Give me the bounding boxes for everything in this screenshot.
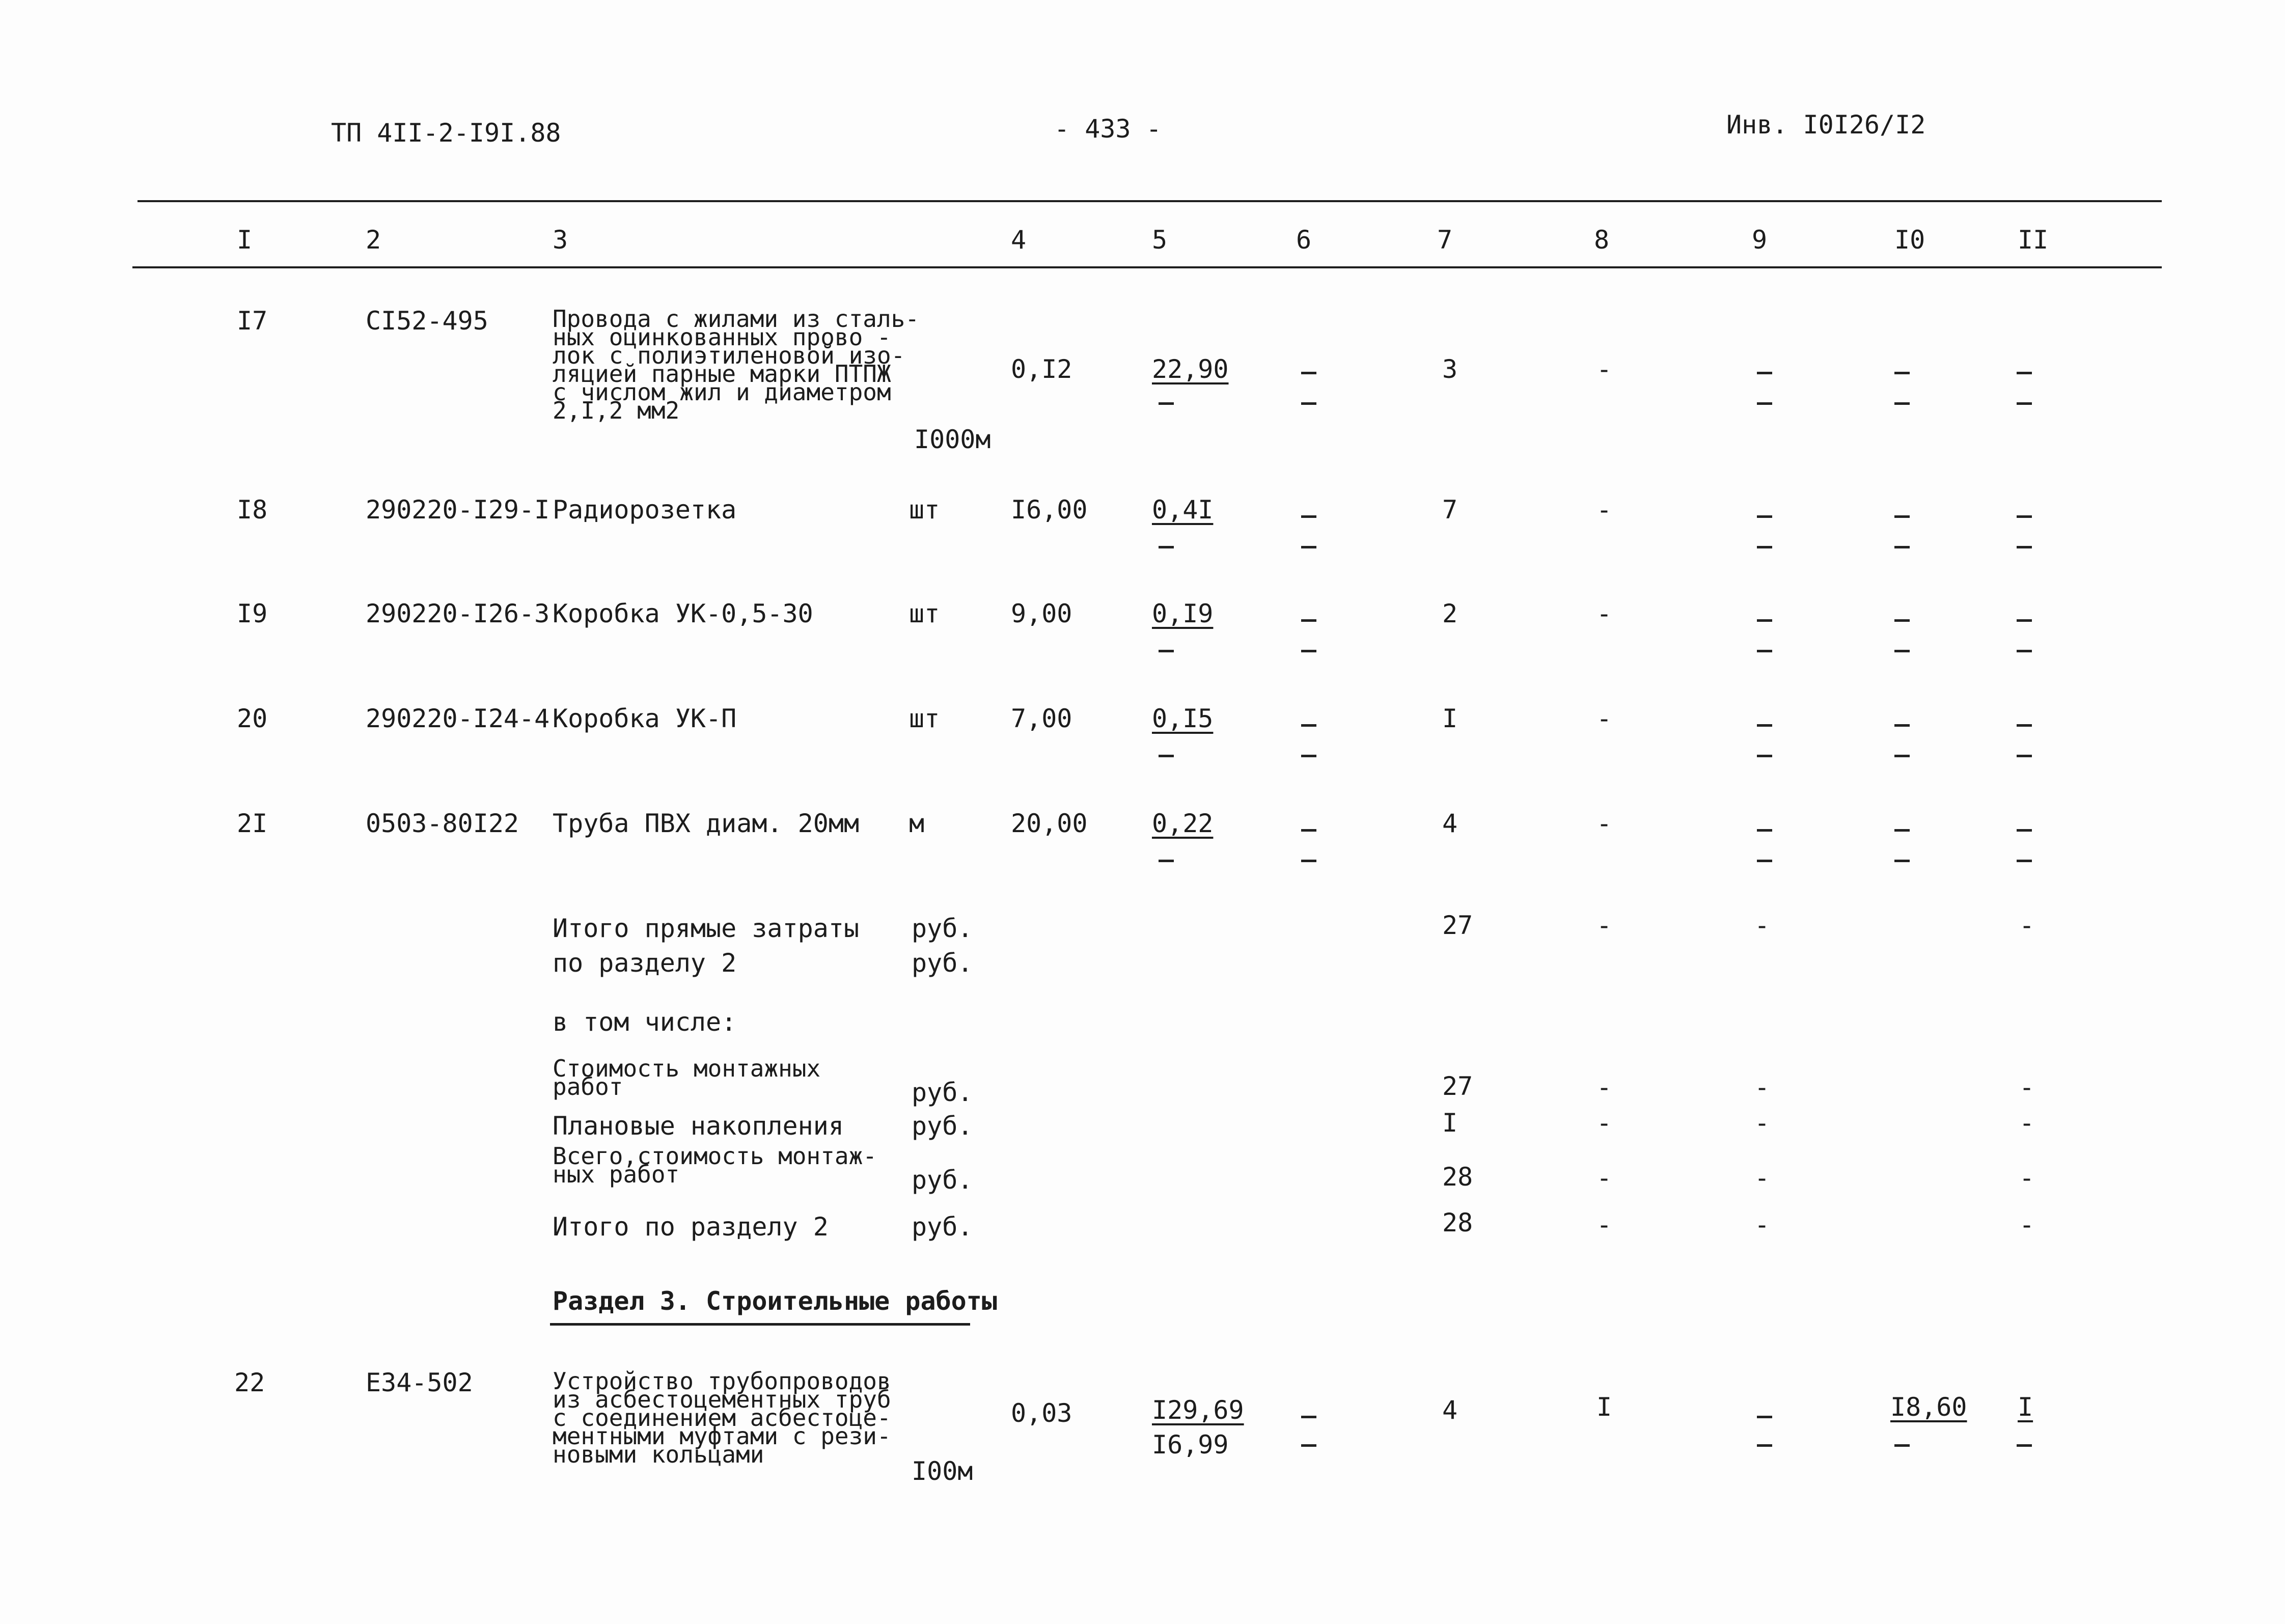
total-installation-value: 28 xyxy=(1442,1162,1473,1192)
col-header-11: II xyxy=(2018,225,2049,255)
col8-dash: - xyxy=(1596,1163,1612,1193)
row-col11: I xyxy=(2018,1392,2033,1422)
col-header-3: 3 xyxy=(553,225,568,255)
row-code: 290220-I26-3 xyxy=(366,599,550,628)
col-header-2: 2 xyxy=(366,225,381,255)
row-description: Радиорозетка xyxy=(553,495,737,525)
col11-dash: - xyxy=(2019,1108,2035,1138)
row-col8: - xyxy=(1596,495,1612,525)
col8-dash: - xyxy=(1596,1108,1612,1138)
total-installation-label: Всего,стоимость монтаж- ных работ xyxy=(553,1142,877,1188)
row-col7: 4 xyxy=(1442,1395,1458,1425)
row-description: Устройство трубопроводов из асбестоцементных труб с соединением асбестоце- ментными муфтами с рези- новыми кольцами xyxy=(553,1367,891,1468)
col-header-8: 8 xyxy=(1594,225,1610,255)
row-number: I7 xyxy=(237,306,268,336)
col9-dash: - xyxy=(1754,1072,1770,1102)
col8-dash: - xyxy=(1596,1210,1612,1240)
table-header-rule xyxy=(132,266,2162,268)
row-col8: - xyxy=(1596,704,1612,733)
row-col7: 2 xyxy=(1442,599,1458,628)
row-code: 0503-80I22 xyxy=(366,809,519,838)
row-quantity: 20,00 xyxy=(1011,809,1088,838)
row-quantity: I6,00 xyxy=(1011,495,1088,525)
row-code: 290220-I29-I xyxy=(366,495,550,525)
total-installation-unit: руб. xyxy=(912,1165,973,1195)
row-description: Коробка УК-0,5-30 xyxy=(553,599,813,628)
row-description: Коробка УК-П xyxy=(553,704,737,733)
col-header-9: 9 xyxy=(1752,225,1768,255)
section-total-unit: руб. xyxy=(912,1212,973,1242)
col-header-6: 6 xyxy=(1296,225,1312,255)
row-col7: 3 xyxy=(1442,354,1458,384)
col9-dash: - xyxy=(1754,1210,1770,1240)
section-3-title: Раздел 3. Строительные работы xyxy=(553,1286,997,1316)
col11-dash: - xyxy=(2019,1072,2035,1102)
row-price-top: I29,69 xyxy=(1152,1395,1244,1425)
table-top-rule xyxy=(137,200,2162,202)
row-unit: шт xyxy=(909,704,940,733)
installation-value: 27 xyxy=(1442,1071,1473,1101)
col11-dash: - xyxy=(2019,1210,2035,1240)
row-col7: 7 xyxy=(1442,495,1458,525)
row-number: I8 xyxy=(237,495,268,525)
row-number: 20 xyxy=(237,704,268,733)
row-quantity: 0,03 xyxy=(1011,1398,1072,1428)
installation-label: Стоимость монтажных работ xyxy=(553,1055,821,1100)
col-header-4: 4 xyxy=(1011,225,1027,255)
row-col7: 4 xyxy=(1442,809,1458,838)
row-unit: I00м xyxy=(912,1456,973,1486)
planned-savings-unit: руб. xyxy=(912,1111,973,1141)
section-total-value: 28 xyxy=(1442,1208,1473,1237)
row-description: Провода с жилами из сталь- ных оцинкованных прово - лок с полиэтиленовой изо- ляцией парные марки ПТПЖ с числом жил и диаметром 2,I,2 мм2 xyxy=(553,305,920,424)
direct-costs-label-2: по разделу 2 xyxy=(553,948,737,978)
row-code: 290220-I24-4 xyxy=(366,704,550,733)
row-number: 22 xyxy=(234,1368,265,1397)
col-header-7: 7 xyxy=(1437,225,1453,255)
direct-costs-label: Итого прямые затраты xyxy=(553,914,860,943)
row-unit: шт xyxy=(909,495,940,525)
installation-unit: руб. xyxy=(912,1078,973,1107)
row-unit-price: 0,I5 xyxy=(1152,704,1214,733)
direct-costs-unit: руб. xyxy=(912,914,973,943)
row-quantity: 9,00 xyxy=(1011,599,1072,628)
col9-dash: - xyxy=(1754,1163,1770,1193)
row-col8: - xyxy=(1596,354,1612,384)
section-3-underline xyxy=(550,1323,970,1326)
col11-dash: - xyxy=(2019,1163,2035,1193)
row-quantity: 7,00 xyxy=(1011,704,1072,733)
direct-costs-value: 27 xyxy=(1442,911,1473,940)
document-code: ТП 4II-2-I9I.88 xyxy=(331,118,561,148)
row-quantity: 0,I2 xyxy=(1011,354,1072,384)
col-header-5: 5 xyxy=(1152,225,1168,255)
row-unit-price: 0,22 xyxy=(1152,809,1214,838)
row-col10: I8,60 xyxy=(1890,1392,1967,1422)
planned-savings-value: I xyxy=(1442,1108,1458,1138)
row-unit: шт xyxy=(909,599,940,628)
row-code: E34-502 xyxy=(366,1368,473,1397)
row-col8: I xyxy=(1596,1392,1612,1422)
page-number: - 433 - xyxy=(1054,114,1162,144)
col9-dash: - xyxy=(1754,911,1770,940)
col-header-1: I xyxy=(237,225,253,255)
row-unit: м xyxy=(909,809,925,838)
row-number: 2I xyxy=(237,809,268,838)
row-col8: - xyxy=(1596,599,1612,628)
direct-costs-unit-2: руб. xyxy=(912,948,973,978)
row-unit-price: 0,I9 xyxy=(1152,599,1214,628)
col11-dash: - xyxy=(2019,911,2035,940)
including-label: в том числе: xyxy=(553,1007,737,1037)
col8-dash: - xyxy=(1596,1072,1612,1102)
row-description: Труба ПВХ диам. 20мм xyxy=(553,809,860,838)
row-col8: - xyxy=(1596,809,1612,838)
inventory-number: Инв. I0I26/I2 xyxy=(1726,110,1926,140)
row-col7: I xyxy=(1442,704,1458,733)
row-unit-price: 0,4I xyxy=(1152,495,1214,525)
row-price-bottom: I6,99 xyxy=(1152,1430,1229,1460)
col9-dash: - xyxy=(1754,1108,1770,1138)
row-unit: I000м xyxy=(914,425,991,454)
row-code: CI52-495 xyxy=(366,306,488,336)
col8-dash: - xyxy=(1596,911,1612,940)
row-number: I9 xyxy=(237,599,268,628)
section-total-label: Итого по разделу 2 xyxy=(553,1212,829,1242)
col-header-10: I0 xyxy=(1894,225,1925,255)
planned-savings-label: Плановые накопления xyxy=(553,1111,844,1141)
row-unit-price: 22,90 xyxy=(1152,354,1229,384)
